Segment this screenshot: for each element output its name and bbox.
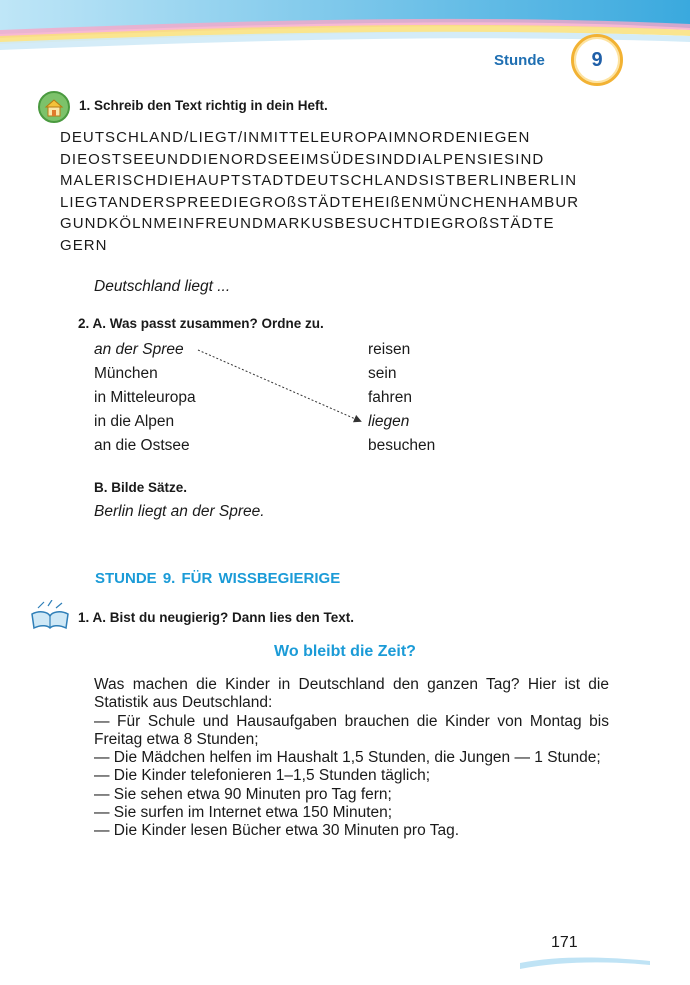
reading-body bbox=[94, 676, 609, 841]
scrambled-line: MALERISCHDIEHAUPTSTADTDEUTSCHLANDSISTBERLINBERLIN bbox=[60, 172, 578, 189]
task1-example: Deutschland liegt ... bbox=[94, 278, 231, 295]
task2b-example: Berlin liegt an der Spree. bbox=[94, 503, 265, 520]
reading-paragraph: — Die Kinder lesen Bücher etwa 30 Minuten pro Tag. bbox=[94, 822, 460, 840]
scrambled-line: GERN bbox=[60, 236, 108, 254]
reading-title: Wo bleibt die Zeit? bbox=[274, 643, 416, 660]
match-left-item: München bbox=[94, 365, 158, 382]
book-icon bbox=[28, 600, 72, 632]
reading-paragraph: — Sie surfen im Internet etwa 150 Minuten; bbox=[94, 804, 393, 822]
scrambled-line: DEUTSCHLAND/LIEGT/INMITTELEUROPAIMNORDENIEGEN bbox=[60, 129, 531, 146]
match-right-item: sein bbox=[368, 365, 397, 382]
lesson-label: Stunde bbox=[494, 52, 545, 69]
footer-wave bbox=[520, 955, 650, 969]
reading-paragraph: — Die Mädchen helfen im Haushalt 1,5 Stunden, die Jungen — 1 Stunde; bbox=[94, 749, 601, 767]
match-right-item: besuchen bbox=[368, 437, 436, 454]
reading-task-title: 1. A. Bist du neugierig? Dann lies den Text. bbox=[78, 610, 355, 625]
match-left-item: in die Alpen bbox=[94, 413, 175, 430]
reading-paragraph: — Sie sehen etwa 90 Minuten pro Tag fern; bbox=[94, 785, 392, 803]
scrambled-line: LIEGTANDERSPREEDIEGROßSTÄDTEHEIßENMÜNCHENHAMBUR bbox=[60, 193, 580, 211]
task2-title: 2. A. Was passt zusammen? Ordne zu. bbox=[78, 316, 324, 331]
reading-paragraph: — Die Kinder telefonieren 1–1,5 Stunden täglich; bbox=[94, 767, 431, 785]
reading-paragraph: — Für Schule und Hausaufgaben brauchen die Kinder von Montag bis Freitag etwa 8 Stunden; bbox=[94, 712, 609, 748]
page-number: 171 bbox=[551, 934, 578, 951]
task2b-title: B. Bilde Sätze. bbox=[94, 480, 188, 495]
match-right-item: fahren bbox=[368, 389, 412, 406]
lesson-number-badge: 9 bbox=[571, 34, 623, 86]
section-heading: STUNDE 9. FÜR WISSBEGIERIGE bbox=[95, 570, 341, 587]
match-left-item: an die Ostsee bbox=[94, 437, 190, 454]
match-left-item: in Mitteleuropa bbox=[94, 389, 196, 406]
task1-title: 1. Schreib den Text richtig in dein Heft. bbox=[79, 98, 328, 113]
scrambled-line: GUNDKÖLNMEINFREUNDMARKUSBESUCHTDIEGROßSTÄDTE bbox=[60, 215, 555, 232]
match-right-item: reisen bbox=[368, 341, 411, 358]
match-right-item: liegen bbox=[368, 413, 410, 430]
match-left-item: an der Spree bbox=[94, 341, 184, 358]
scrambled-line: DIEOSTSEEUNDDIENORDSEEIMSÜDESINDDIALPENSIESIND bbox=[60, 150, 545, 168]
reading-paragraph: Was machen die Kinder in Deutschland den ganzen Tag? Hier ist die Statistik aus Deutschland: bbox=[94, 676, 609, 712]
